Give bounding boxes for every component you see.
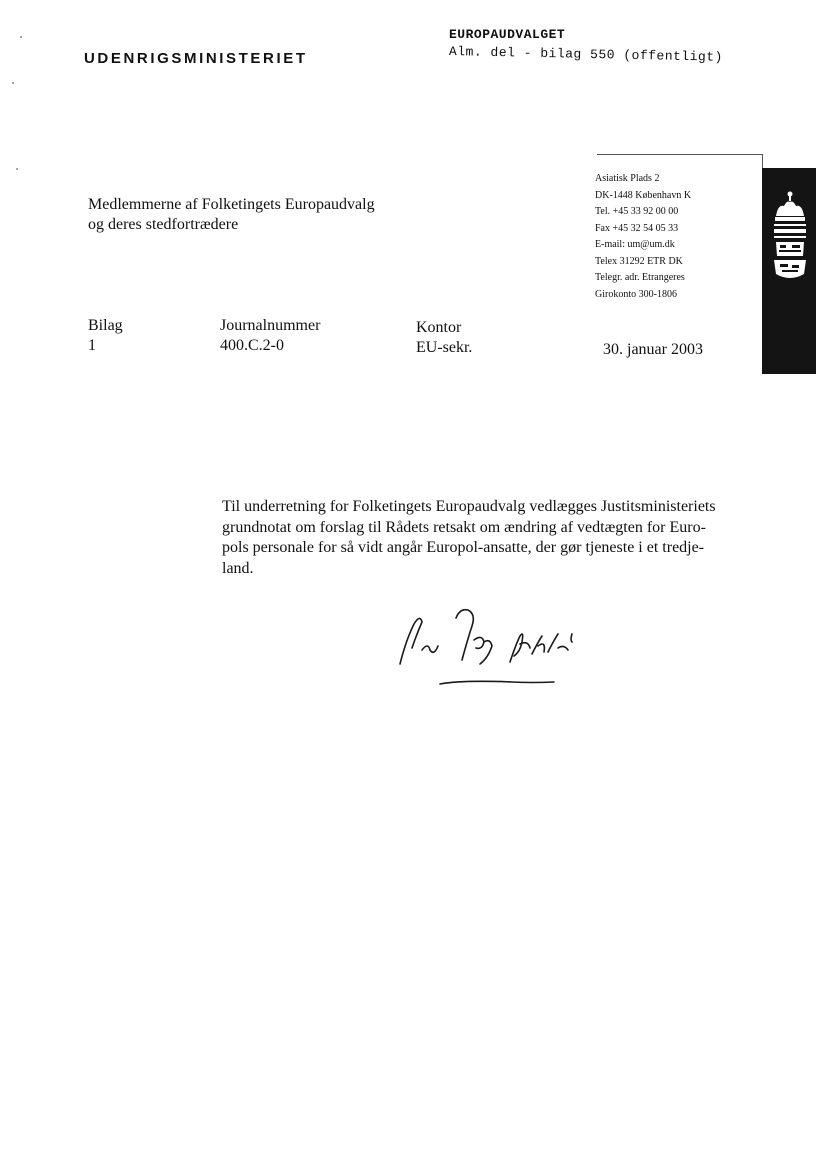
bilag-field bbox=[88, 316, 123, 356]
letter-date: 30. januar 2003 bbox=[603, 341, 703, 358]
address-telex: Telex 31292 ETR DK bbox=[595, 255, 683, 267]
address-street: Asiatisk Plads 2 bbox=[595, 173, 660, 184]
address-divider bbox=[597, 154, 763, 155]
ministry-name: UDENRIGSMINISTERIET bbox=[84, 50, 308, 67]
kontor-value: EU-sekr. bbox=[416, 339, 473, 356]
bilag-value: 1 bbox=[88, 337, 96, 354]
journal-label: Journalnummer bbox=[220, 317, 321, 334]
handwritten-signature-icon bbox=[392, 600, 602, 690]
journal-field bbox=[220, 316, 320, 356]
kontor-label: Kontor bbox=[416, 319, 462, 336]
body-line: Til underretning for Folketingets Europaudvalg vedlægges Justitsministeriets bbox=[222, 498, 716, 515]
body-line: land. bbox=[222, 559, 254, 577]
stamp-committee: EUROPAUDVALGET bbox=[449, 27, 566, 42]
stamp-reference: Alm. del - bilag 550 (offentligt) bbox=[448, 44, 724, 65]
address-phone: Tel. +45 33 92 00 00 bbox=[595, 206, 679, 217]
body-line: pols personale for så vidt angår Europol-ansatte, der gør tjeneste i et tredje- bbox=[222, 539, 705, 556]
royal-crown-coat-of-arms-icon bbox=[770, 190, 810, 290]
address-telegram: Telegr. adr. Etrangeres bbox=[595, 272, 685, 283]
address-fax: Fax +45 32 54 05 33 bbox=[595, 222, 679, 234]
scan-speck bbox=[16, 168, 18, 170]
address-email: E-mail: um@um.dk bbox=[595, 239, 675, 250]
seal-band bbox=[762, 168, 816, 374]
recipient-line-1: Medlemmerne af Folketingets Europaudvalg bbox=[88, 196, 375, 213]
scan-speck bbox=[20, 36, 22, 38]
bilag-label: Bilag bbox=[88, 317, 123, 334]
letter-body bbox=[222, 497, 762, 579]
journal-value: 400.C.2-0 bbox=[220, 337, 284, 354]
address-city: DK-1448 København K bbox=[595, 189, 692, 201]
recipient-block bbox=[88, 195, 375, 235]
scan-speck bbox=[12, 82, 14, 84]
address-block bbox=[595, 171, 691, 303]
recipient-line-2: og deres stedfortrædere bbox=[88, 216, 239, 233]
kontor-field bbox=[416, 318, 472, 358]
committee-stamp bbox=[448, 26, 724, 65]
body-line: grundnotat om forslag til Rådets retsakt om ændring af vedtægten for Euro- bbox=[222, 518, 706, 536]
address-giro: Girokonto 300-1806 bbox=[595, 288, 677, 300]
